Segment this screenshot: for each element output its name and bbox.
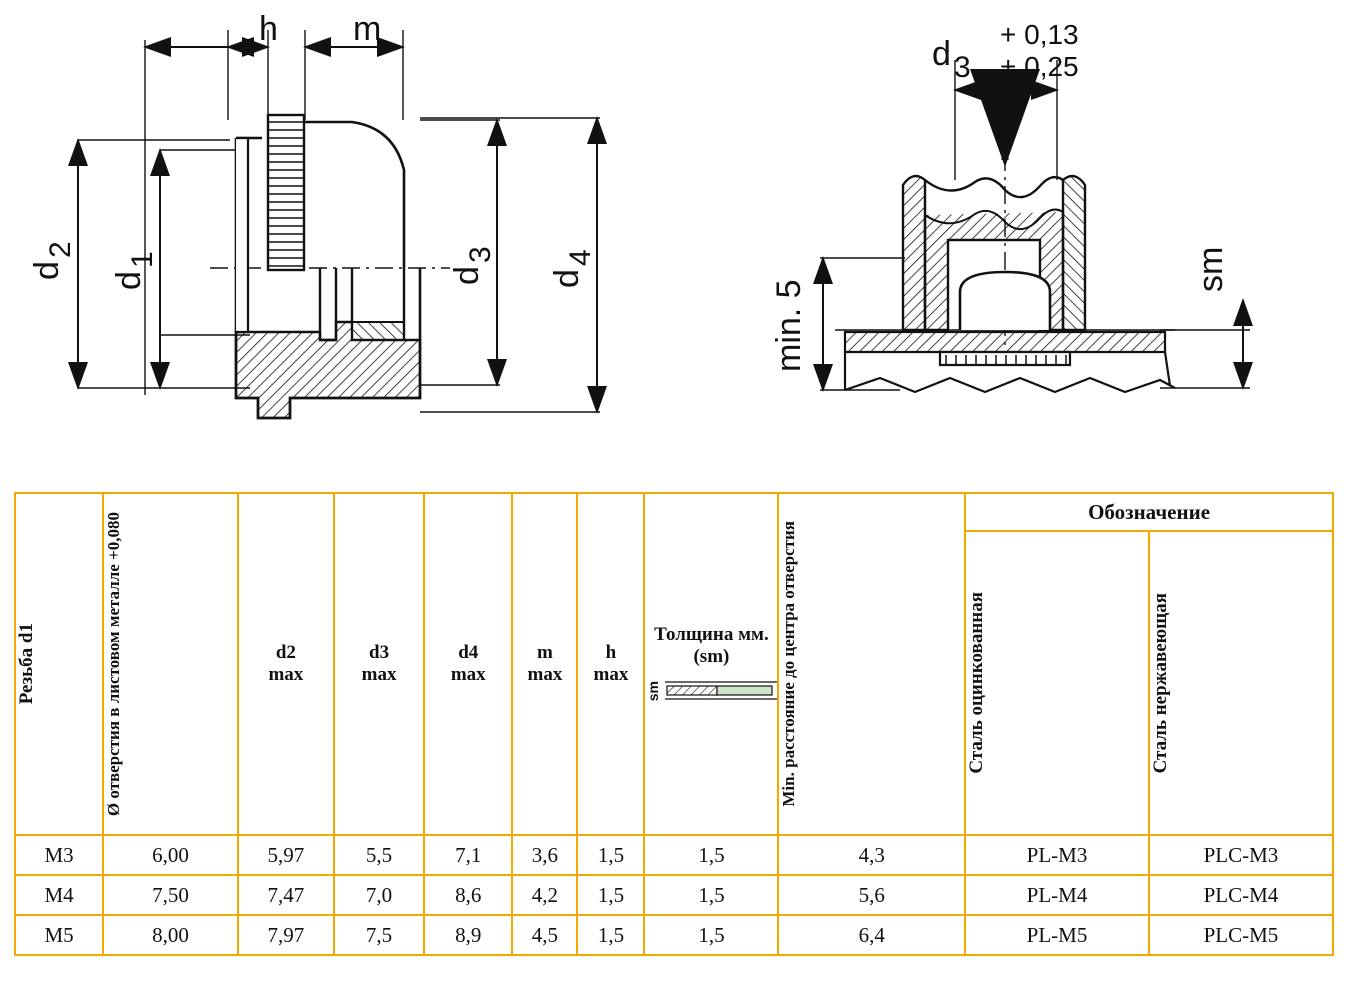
label-d4: [548, 249, 597, 288]
cell-m: 3,6: [512, 835, 577, 875]
cell-thread: M5: [15, 915, 103, 955]
header-stainless: Сталь нержавеющая: [1149, 531, 1333, 835]
cell-h: 1,5: [577, 835, 644, 875]
cell-d3: 7,5: [334, 915, 424, 955]
specification-table: [14, 492, 1334, 956]
table-header-row: [15, 493, 1333, 531]
label-m: m: [353, 10, 382, 48]
sm-icon: sm: [645, 678, 777, 704]
label-min5: [770, 279, 808, 372]
header-zinc: Сталь оцинкованная: [965, 531, 1149, 835]
label-h: h: [259, 10, 278, 48]
cell-min-dist: 5,6: [778, 875, 965, 915]
cell-stainless: PLC-M4: [1149, 875, 1333, 915]
header-h: h max: [577, 493, 644, 835]
label-d1: [110, 251, 159, 290]
cell-thread: M4: [15, 875, 103, 915]
cell-stainless: PLC-M3: [1149, 835, 1333, 875]
cell-h: 1,5: [577, 875, 644, 915]
svg-text:d: d: [110, 271, 148, 290]
header-d4: d4 max: [424, 493, 512, 835]
table-row: [15, 915, 1333, 955]
header-hole: Ø отверстия в листовом металле +0,080: [103, 493, 238, 835]
label-d3-right: [932, 35, 971, 84]
svg-text:d: d: [932, 35, 951, 73]
label-d2: [28, 241, 77, 280]
table-row: [15, 875, 1333, 915]
cell-hole: 6,00: [103, 835, 238, 875]
header-d3: d3 max: [334, 493, 424, 835]
cell-m: 4,5: [512, 915, 577, 955]
cell-d4: 7,1: [424, 835, 512, 875]
label-d3-left: [448, 246, 497, 285]
svg-text:min. 5: min. 5: [770, 279, 808, 372]
cell-d2: 5,97: [238, 835, 334, 875]
cell-thread: M3: [15, 835, 103, 875]
svg-text:sm: sm: [1192, 246, 1230, 292]
cell-sm: 1,5: [644, 875, 778, 915]
cell-d2: 7,47: [238, 875, 334, 915]
header-thickness: Толщина мм. (sm) sm: [644, 493, 778, 835]
cell-d2: 7,97: [238, 915, 334, 955]
cell-h: 1,5: [577, 915, 644, 955]
cell-min-dist: 6,4: [778, 915, 965, 955]
cell-stainless: PLC-M5: [1149, 915, 1333, 955]
header-d2: d2 max: [238, 493, 334, 835]
cell-min-dist: 4,3: [778, 835, 965, 875]
tolerance-lower: + 0,25: [1000, 51, 1079, 82]
cell-zinc: PL-M3: [965, 835, 1149, 875]
header-thread: Резьба d1: [15, 493, 103, 835]
svg-text:d: d: [548, 269, 586, 288]
svg-text:4: 4: [564, 249, 597, 266]
cell-sm: 1,5: [644, 915, 778, 955]
svg-text:3: 3: [464, 246, 497, 263]
cell-sm: 1,5: [644, 835, 778, 875]
cell-hole: 7,50: [103, 875, 238, 915]
cell-zinc: PL-M4: [965, 875, 1149, 915]
header-min-distance: Min. расстояние до центра отверстия: [778, 493, 965, 835]
header-designation: Обозначение: [965, 493, 1333, 531]
cell-d3: 5,5: [334, 835, 424, 875]
svg-text:3: 3: [954, 51, 971, 84]
svg-text:d: d: [28, 261, 66, 280]
label-sm: [1192, 247, 1230, 292]
svg-text:2: 2: [44, 241, 77, 258]
cell-m: 4,2: [512, 875, 577, 915]
cell-d4: 8,6: [424, 875, 512, 915]
svg-text:d: d: [448, 266, 486, 285]
cell-zinc: PL-M5: [965, 915, 1149, 955]
cell-d4: 8,9: [424, 915, 512, 955]
cell-hole: 8,00: [103, 915, 238, 955]
tolerance-upper: + 0,13: [1000, 19, 1079, 50]
table-row: [15, 835, 1333, 875]
svg-text:1: 1: [126, 251, 159, 268]
technical-drawing: [0, 0, 1351, 470]
header-m: m max: [512, 493, 577, 835]
cell-d3: 7,0: [334, 875, 424, 915]
